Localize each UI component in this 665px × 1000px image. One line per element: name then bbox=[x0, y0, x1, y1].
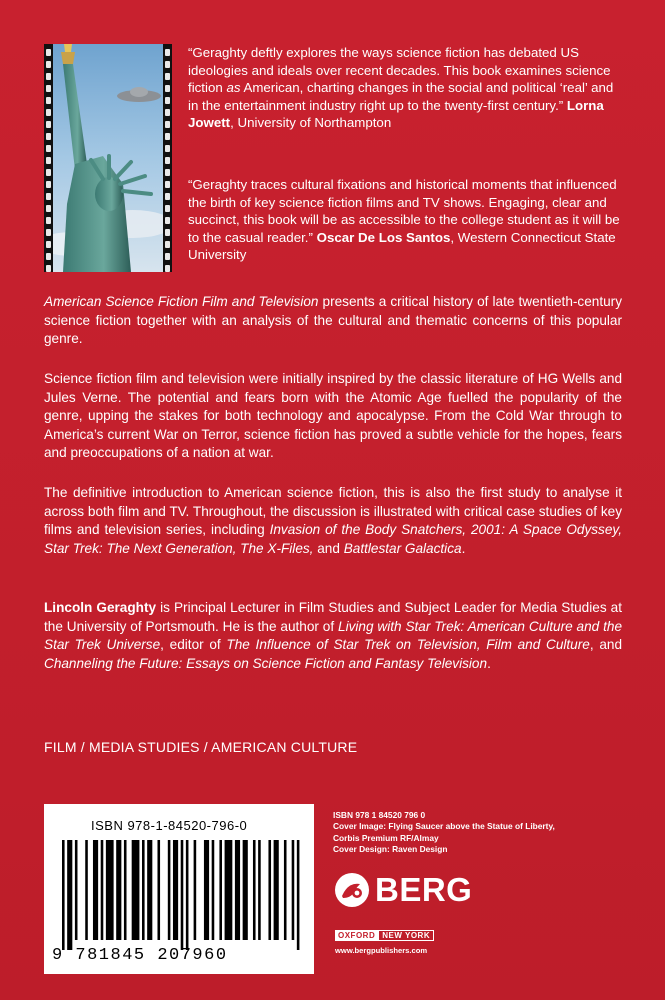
barcode-bar bbox=[101, 840, 104, 940]
barcode-bar bbox=[258, 840, 261, 940]
paragraph-text: presents a critical history of late twentieth-century science fiction together with an analysis of the cultural and thematic concerns of this popular genre. bbox=[44, 294, 622, 347]
barcode-bar bbox=[157, 840, 160, 940]
statue-of-liberty-photo bbox=[53, 44, 163, 272]
book-title: The Influence of Star Trek on Television, Film and Culture bbox=[226, 637, 590, 653]
barcode-digits: 9 781845 207960 bbox=[52, 946, 228, 965]
barcode-bar bbox=[85, 840, 88, 940]
isbn-label: ISBN 978-1-84520-796-0 bbox=[91, 818, 248, 833]
location-new-york: NEW YORK bbox=[378, 930, 434, 941]
barcode-bar bbox=[186, 840, 189, 950]
paragraph-text: , editor of bbox=[160, 637, 227, 653]
barcode-bar bbox=[106, 840, 114, 940]
barcode-bar bbox=[62, 840, 65, 950]
description-paragraph-3 bbox=[44, 484, 622, 558]
quote-author: Lorna Jowett bbox=[188, 97, 604, 131]
review-quote-1 bbox=[188, 44, 624, 132]
quote-affiliation: , Western Connecticut State University bbox=[188, 229, 616, 263]
quote-author: Oscar De Los Santos bbox=[316, 229, 451, 245]
barcode-bar bbox=[219, 840, 222, 940]
barcode-bar bbox=[93, 840, 98, 940]
paragraph-text: , and bbox=[589, 637, 623, 653]
film-sprockets-right bbox=[163, 44, 172, 272]
author-name: Lincoln Geraghty bbox=[44, 600, 157, 615]
barcode-bar bbox=[253, 840, 256, 940]
barcode-bar bbox=[168, 840, 171, 940]
barcode-bar bbox=[116, 840, 121, 940]
quote-text: “Geraghty deftly explores the ways science fiction has debated US ideologies and ideals over recent decades. This book examines science fiction bbox=[188, 45, 611, 96]
publisher-url[interactable]: www.bergpublishers.com bbox=[335, 946, 428, 955]
quote-emphasis: as bbox=[226, 80, 241, 96]
barcode-bar bbox=[284, 840, 287, 940]
credit-cover-image-source: Corbis Premium RF/Almay bbox=[333, 832, 439, 843]
berg-wordmark: BERG bbox=[375, 871, 473, 908]
credit-cover-design: Cover Design: Raven Design bbox=[333, 844, 448, 855]
barcode-bar bbox=[292, 840, 295, 940]
barcode-bar bbox=[225, 840, 233, 940]
barcode-bar bbox=[274, 840, 279, 940]
review-quote-2 bbox=[188, 176, 624, 264]
barcode-box bbox=[44, 804, 314, 974]
description-paragraph-2: Science fiction film and television were initially inspired by the classic literature of HG Wells and Jules Verne. The potential and fears born with the Atomic Age fuelled the popularity of the genre, upping the stakes for both technology and apocalypse. From the Cold War through to America’s current War on Terror, science fiction has proved a subtle vehicle for the hopes, fears and preoccupations of a nation at war. bbox=[44, 371, 622, 461]
quote-affiliation: , University of Northampton bbox=[230, 115, 392, 131]
cover-credits bbox=[333, 810, 555, 856]
paragraph-text: . bbox=[461, 540, 466, 556]
barcode-bar bbox=[235, 840, 240, 940]
book-title: American Science Fiction Film and Television bbox=[44, 294, 319, 309]
author-bio bbox=[44, 599, 622, 673]
barcode-bar bbox=[212, 840, 215, 940]
barcode-bar bbox=[173, 840, 178, 940]
paragraph-text: The definitive introduction to American science fiction, this is also the first study to analyse it across both film and TV. Throughout, the discussion is illustrated with critical case studies of key films and television series, including bbox=[44, 485, 622, 538]
book-title: Channeling the Future: Essays on Science Fiction and Fantasy Television bbox=[44, 655, 488, 671]
barcode-bars bbox=[62, 840, 302, 950]
film-sprockets-left bbox=[44, 44, 53, 272]
book-title: Living with Star Trek: American Culture and the Star Trek Universe bbox=[44, 618, 623, 653]
barcode-bar bbox=[194, 840, 197, 940]
case-study-title: Battlestar Galactica bbox=[343, 540, 462, 556]
barcode-bar bbox=[268, 840, 271, 940]
barcode-bar bbox=[124, 840, 127, 940]
paragraph-text: is Principal Lecturer in Film Studies and Subject Leader for Media Studies at the University of Portsmouth. He is the author of bbox=[44, 600, 622, 634]
barcode-bar bbox=[243, 840, 248, 940]
quote-text: American, charting changes in the social and political ‘real’ and in the entertainment industry right up to the twenty-first century.” bbox=[188, 80, 614, 113]
barcode-bar bbox=[147, 840, 152, 940]
credit-isbn: ISBN 978 1 84520 796 0 bbox=[333, 810, 426, 820]
quote-text: “Geraghty traces cultural fixations and historical moments that influenced the birth of key science fiction films and TV shows. Engaging, clear and succinct, this book will be as accessible to the college student as it will be to the casual reader.” bbox=[188, 177, 620, 245]
barcode-bar bbox=[132, 840, 140, 940]
cover-photo-filmstrip bbox=[44, 44, 172, 272]
barcode-bar bbox=[142, 840, 145, 940]
subject-categories: FILM / MEDIA STUDIES / AMERICAN CULTURE bbox=[44, 739, 358, 755]
location-oxford: OXFORD bbox=[335, 930, 378, 941]
description-paragraph-1 bbox=[44, 293, 622, 349]
publisher-locations bbox=[335, 930, 434, 941]
barcode-bar bbox=[204, 840, 209, 940]
berg-logo-icon bbox=[334, 872, 370, 908]
credit-cover-image: Cover Image: Flying Saucer above the Statue of Liberty, bbox=[333, 821, 555, 832]
barcode-bar bbox=[181, 840, 184, 950]
paragraph-text: and bbox=[313, 540, 344, 556]
berg-publisher-logo bbox=[334, 870, 472, 910]
paragraph-text: . bbox=[487, 655, 491, 671]
barcode-bar bbox=[67, 840, 72, 950]
barcode-bar bbox=[75, 840, 78, 940]
barcode-bar bbox=[297, 840, 300, 950]
statue-of-liberty-illustration bbox=[53, 44, 163, 272]
case-study-titles: Invasion of the Body Snatchers, 2001: A Space Odyssey, Star Trek: The Next Generation, The X-Files, bbox=[44, 522, 622, 556]
